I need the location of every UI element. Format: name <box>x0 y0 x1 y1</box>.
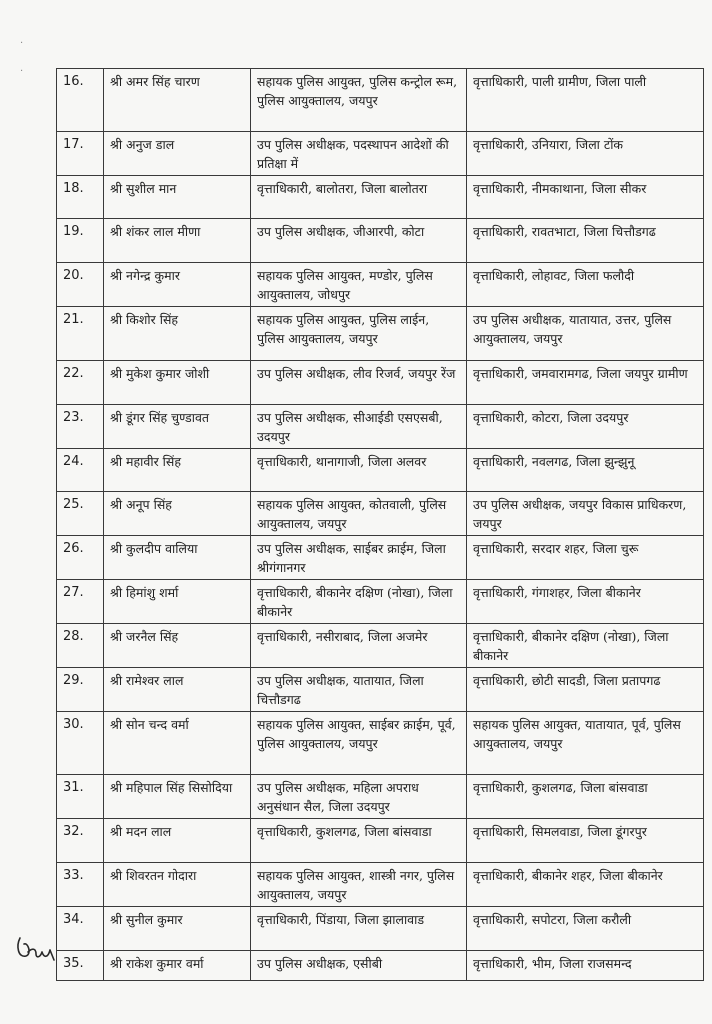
table-row <box>57 863 704 907</box>
new-posting-cell: वृत्ताधिकारी, छोटी सादडी, जिला प्रतापगढ <box>467 668 704 712</box>
serial-number-cell: 27. <box>57 580 104 624</box>
officer-name-cell: श्री हिमांशु शर्मा <box>104 580 251 624</box>
serial-number-cell: 30. <box>57 712 104 775</box>
serial-number-cell: 23. <box>57 405 104 449</box>
serial-number-cell: 24. <box>57 449 104 492</box>
new-posting-cell: वृत्ताधिकारी, लोहावट, जिला फलौदी <box>467 263 704 307</box>
table-row <box>57 219 704 263</box>
officer-name-cell: श्री सोन चन्द वर्मा <box>104 712 251 775</box>
new-posting-cell: वृत्ताधिकारी, गंगाशहर, जिला बीकानेर <box>467 580 704 624</box>
current-posting-cell: उप पुलिस अधीक्षक, साईबर क्राईम, जिला श्रीगंगानगर <box>251 536 467 580</box>
table-row <box>57 132 704 176</box>
transfer-table-body <box>57 69 704 981</box>
margin-mark: · <box>20 38 24 49</box>
serial-number-cell: 19. <box>57 219 104 263</box>
table-row <box>57 775 704 819</box>
table-row <box>57 668 704 712</box>
margin-mark: · <box>20 66 24 77</box>
serial-number-cell: 28. <box>57 624 104 668</box>
current-posting-cell: सहायक पुलिस आयुक्त, शास्त्री नगर, पुलिस आयुक्तालय, जयपुर <box>251 863 467 907</box>
table-row <box>57 624 704 668</box>
current-posting-cell: सहायक पुलिस आयुक्त, पुलिस लाईन, पुलिस आयुक्तालय, जयपुर <box>251 307 467 361</box>
serial-number-cell: 35. <box>57 951 104 981</box>
table-row <box>57 492 704 536</box>
table-row <box>57 361 704 405</box>
current-posting-cell: वृत्ताधिकारी, कुशलगढ, जिला बांसवाडा <box>251 819 467 863</box>
officer-name-cell: श्री अनूप सिंह <box>104 492 251 536</box>
current-posting-cell: उप पुलिस अधीक्षक, यातायात, जिला चित्तौडगढ <box>251 668 467 712</box>
officer-name-cell: श्री मुकेश कुमार जोशी <box>104 361 251 405</box>
new-posting-cell: वृत्ताधिकारी, सरदार शहर, जिला चुरू <box>467 536 704 580</box>
current-posting-cell: सहायक पुलिस आयुक्त, पुलिस कन्ट्रोल रूम, पुलिस आयुक्तालय, जयपुर <box>251 69 467 132</box>
officer-name-cell: श्री सुशील मान <box>104 176 251 219</box>
new-posting-cell: वृत्ताधिकारी, बीकानेर दक्षिण (नोखा), जिला बीकानेर <box>467 624 704 668</box>
table-row <box>57 176 704 219</box>
serial-number-cell: 17. <box>57 132 104 176</box>
current-posting-cell: उप पुलिस अधीक्षक, जीआरपी, कोटा <box>251 219 467 263</box>
serial-number-cell: 21. <box>57 307 104 361</box>
serial-number-cell: 32. <box>57 819 104 863</box>
current-posting-cell: उप पुलिस अधीक्षक, पदस्थापन आदेशों की प्रतिक्षा में <box>251 132 467 176</box>
current-posting-cell: उप पुलिस अधीक्षक, एसीबी <box>251 951 467 981</box>
new-posting-cell: वृत्ताधिकारी, भीम, जिला राजसमन्द <box>467 951 704 981</box>
officer-name-cell: श्री राकेश कुमार वर्मा <box>104 951 251 981</box>
current-posting-cell: उप पुलिस अधीक्षक, लीव रिजर्व, जयपुर रेंज <box>251 361 467 405</box>
table-row <box>57 580 704 624</box>
current-posting-cell: उप पुलिस अधीक्षक, सीआईडी एसएसबी, उदयपुर <box>251 405 467 449</box>
serial-number-cell: 25. <box>57 492 104 536</box>
officer-name-cell: श्री शंकर लाल मीणा <box>104 219 251 263</box>
serial-number-cell: 22. <box>57 361 104 405</box>
current-posting-cell: वृत्ताधिकारी, बीकानेर दक्षिण (नोखा), जिला बीकानेर <box>251 580 467 624</box>
officer-name-cell: श्री शिवरतन गोदारा <box>104 863 251 907</box>
current-posting-cell: वृत्ताधिकारी, बालोतरा, जिला बालोतरा <box>251 176 467 219</box>
officer-name-cell: श्री जरनैल सिंह <box>104 624 251 668</box>
officer-name-cell: श्री किशोर सिंह <box>104 307 251 361</box>
serial-number-cell: 29. <box>57 668 104 712</box>
current-posting-cell: उप पुलिस अधीक्षक, महिला अपराध अनुसंधान सैल, जिला उदयपुर <box>251 775 467 819</box>
serial-number-cell: 34. <box>57 907 104 951</box>
table-row <box>57 819 704 863</box>
new-posting-cell: वृत्ताधिकारी, रावतभाटा, जिला चित्तौडगढ <box>467 219 704 263</box>
serial-number-cell: 33. <box>57 863 104 907</box>
table-row <box>57 951 704 981</box>
new-posting-cell: वृत्ताधिकारी, नवलगढ, जिला झुन्झुनू <box>467 449 704 492</box>
new-posting-cell: सहायक पुलिस आयुक्त, यातायात, पूर्व, पुलिस आयुक्तालय, जयपुर <box>467 712 704 775</box>
table-row <box>57 405 704 449</box>
current-posting-cell: वृत्ताधिकारी, नसीराबाद, जिला अजमेर <box>251 624 467 668</box>
current-posting-cell: सहायक पुलिस आयुक्त, साईबर क्राईम, पूर्व, पुलिस आयुक्तालय, जयपुर <box>251 712 467 775</box>
current-posting-cell: वृत्ताधिकारी, पिंडाया, जिला झालावाड <box>251 907 467 951</box>
new-posting-cell: वृत्ताधिकारी, नीमकाथाना, जिला सीकर <box>467 176 704 219</box>
serial-number-cell: 20. <box>57 263 104 307</box>
table-row <box>57 263 704 307</box>
officer-name-cell: श्री महिपाल सिंह सिसोदिया <box>104 775 251 819</box>
new-posting-cell: वृत्ताधिकारी, बीकानेर शहर, जिला बीकानेर <box>467 863 704 907</box>
officer-name-cell: श्री रामेश्वर लाल <box>104 668 251 712</box>
new-posting-cell: वृत्ताधिकारी, जमवारामगढ, जिला जयपुर ग्रामीण <box>467 361 704 405</box>
new-posting-cell: उप पुलिस अधीक्षक, जयपुर विकास प्राधिकरण, जयपुर <box>467 492 704 536</box>
signature-initials <box>14 930 64 964</box>
officer-name-cell: श्री नगेन्द्र कुमार <box>104 263 251 307</box>
new-posting-cell: वृत्ताधिकारी, पाली ग्रामीण, जिला पाली <box>467 69 704 132</box>
officer-name-cell: श्री महावीर सिंह <box>104 449 251 492</box>
table-row <box>57 307 704 361</box>
officer-name-cell: श्री कुलदीप वालिया <box>104 536 251 580</box>
officer-name-cell: श्री अनुज डाल <box>104 132 251 176</box>
serial-number-cell: 18. <box>57 176 104 219</box>
serial-number-cell: 26. <box>57 536 104 580</box>
serial-number-cell: 16. <box>57 69 104 132</box>
transfer-table <box>56 68 704 981</box>
table-row <box>57 907 704 951</box>
new-posting-cell: वृत्ताधिकारी, कोटरा, जिला उदयपुर <box>467 405 704 449</box>
officer-name-cell: श्री मदन लाल <box>104 819 251 863</box>
table-row <box>57 712 704 775</box>
new-posting-cell: वृत्ताधिकारी, उनियारा, जिला टोंक <box>467 132 704 176</box>
current-posting-cell: वृत्ताधिकारी, थानागाजी, जिला अलवर <box>251 449 467 492</box>
current-posting-cell: सहायक पुलिस आयुक्त, मण्डोर, पुलिस आयुक्तालय, जोधपुर <box>251 263 467 307</box>
new-posting-cell: वृत्ताधिकारी, कुशलगढ, जिला बांसवाडा <box>467 775 704 819</box>
table-row <box>57 536 704 580</box>
officer-name-cell: श्री सुनील कुमार <box>104 907 251 951</box>
current-posting-cell: सहायक पुलिस आयुक्त, कोतवाली, पुलिस आयुक्तालय, जयपुर <box>251 492 467 536</box>
new-posting-cell: उप पुलिस अधीक्षक, यातायात, उत्तर, पुलिस आयुक्तालय, जयपुर <box>467 307 704 361</box>
officer-name-cell: श्री अमर सिंह चारण <box>104 69 251 132</box>
table-row <box>57 69 704 132</box>
table-row <box>57 449 704 492</box>
new-posting-cell: वृत्ताधिकारी, सपोटरा, जिला करौली <box>467 907 704 951</box>
serial-number-cell: 31. <box>57 775 104 819</box>
new-posting-cell: वृत्ताधिकारी, सिमलवाडा, जिला डूंगरपुर <box>467 819 704 863</box>
officer-name-cell: श्री डूंगर सिंह चुण्डावत <box>104 405 251 449</box>
